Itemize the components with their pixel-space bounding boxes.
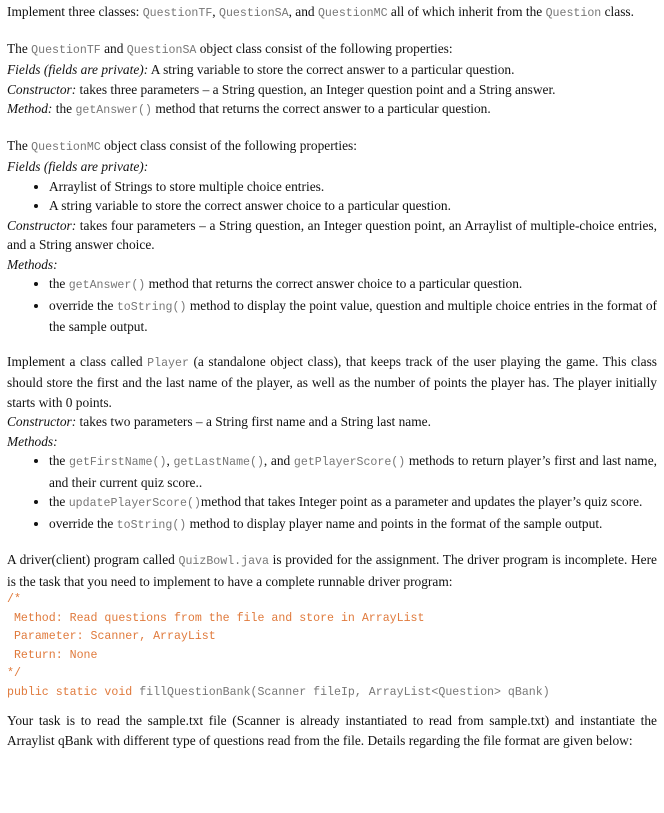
code-comment-line: Parameter: Scanner, ArrayList <box>7 630 216 643</box>
code-comment-close: */ <box>7 667 21 680</box>
list-item: • override the toString() method to display the point value, question and multiple choice entries in the format of the sample output. <box>49 296 657 337</box>
tf-sa-heading: The QuestionTF and QuestionSA object class consist of the following properties: <box>7 40 453 57</box>
code-question: Question <box>545 7 602 20</box>
player-paragraph: Implement a class called Player (a standalone object class), that keeps track of the user playing the game. This class should store the first and the last name of the player, as well as the number of points the player has. The player initially starts with 0 points. <box>7 353 657 410</box>
tf-sa-method: Method: the getAnswer() method that returns the correct answer to a particular question. <box>7 101 491 117</box>
intro-paragraph: Implement three classes: QuestionTF, QuestionSA, and QuestionMC all of which inherit from the Question class. <box>7 4 634 20</box>
list-item: • A string variable to store the correct answer choice to a particular question. <box>49 196 657 216</box>
mc-methods-list <box>7 274 657 337</box>
code-question-mc: QuestionMC <box>317 7 388 20</box>
list-item: • the updatePlayerScore()method that takes Integer point as a parameter and updates the player’s quiz score. <box>49 492 657 514</box>
list-item: • Arraylist of Strings to store multiple choice entries. <box>49 177 657 197</box>
mc-constructor: Constructor: takes four parameters – a String question, an Integer question point, an Arraylist of multiple-choice entries, and a String answer choice. <box>7 217 657 252</box>
player-constructor: Constructor: takes two parameters – a String first name and a String last name. <box>7 414 431 429</box>
code-comment-line: Method: Read questions from the file and store in ArrayList <box>7 611 425 625</box>
code-question-tf: QuestionTF <box>142 7 213 20</box>
player-methods-label: Methods: <box>7 433 58 449</box>
player-methods-list <box>7 451 657 535</box>
mc-fields-label: Fields (fields are private): <box>7 159 149 174</box>
code-comment-open: /* <box>7 593 21 606</box>
mc-heading: The QuestionMC object class consist of the following properties: <box>7 137 357 154</box>
code-comment-line: Return: None <box>7 648 98 662</box>
list-item: • the getFirstName(), getLastName(), and getPlayerScore() methods to return player’s first and last name, and their current quiz score.. <box>49 451 657 492</box>
mc-fields-list <box>7 177 657 216</box>
code-question-sa: QuestionSA <box>219 7 289 20</box>
list-item: • override the toString() method to display player name and points in the format of the sample output. <box>49 514 657 536</box>
list-item: • the getAnswer() method that returns the correct answer choice to a particular question. <box>49 274 657 296</box>
tf-sa-fields: Fields (fields are private): A string variable to store the correct answer to a particular question. <box>7 62 515 77</box>
code-method-signature: public static void fillQuestionBank(Scanner fileIp, ArrayList<Question> qBank) <box>7 685 550 699</box>
mc-methods-label: Methods: <box>7 256 58 272</box>
task-paragraph: Your task is to read the sample.txt file (Scanner is already instantiated to read from sample.txt) and instantiate the Arraylist qBank with different type of questions read from the file. Details regarding the file format are given below: <box>7 713 657 748</box>
tf-sa-constructor: Constructor: takes three parameters – a String question, an Integer question point and a String answer. <box>7 81 556 97</box>
code-block <box>7 591 657 702</box>
driver-paragraph: A driver(client) program called QuizBowl.java is provided for the assignment. The driver program is incomplete. Here is the task that you need to implement to have a complete runnable driver program: <box>7 552 657 589</box>
